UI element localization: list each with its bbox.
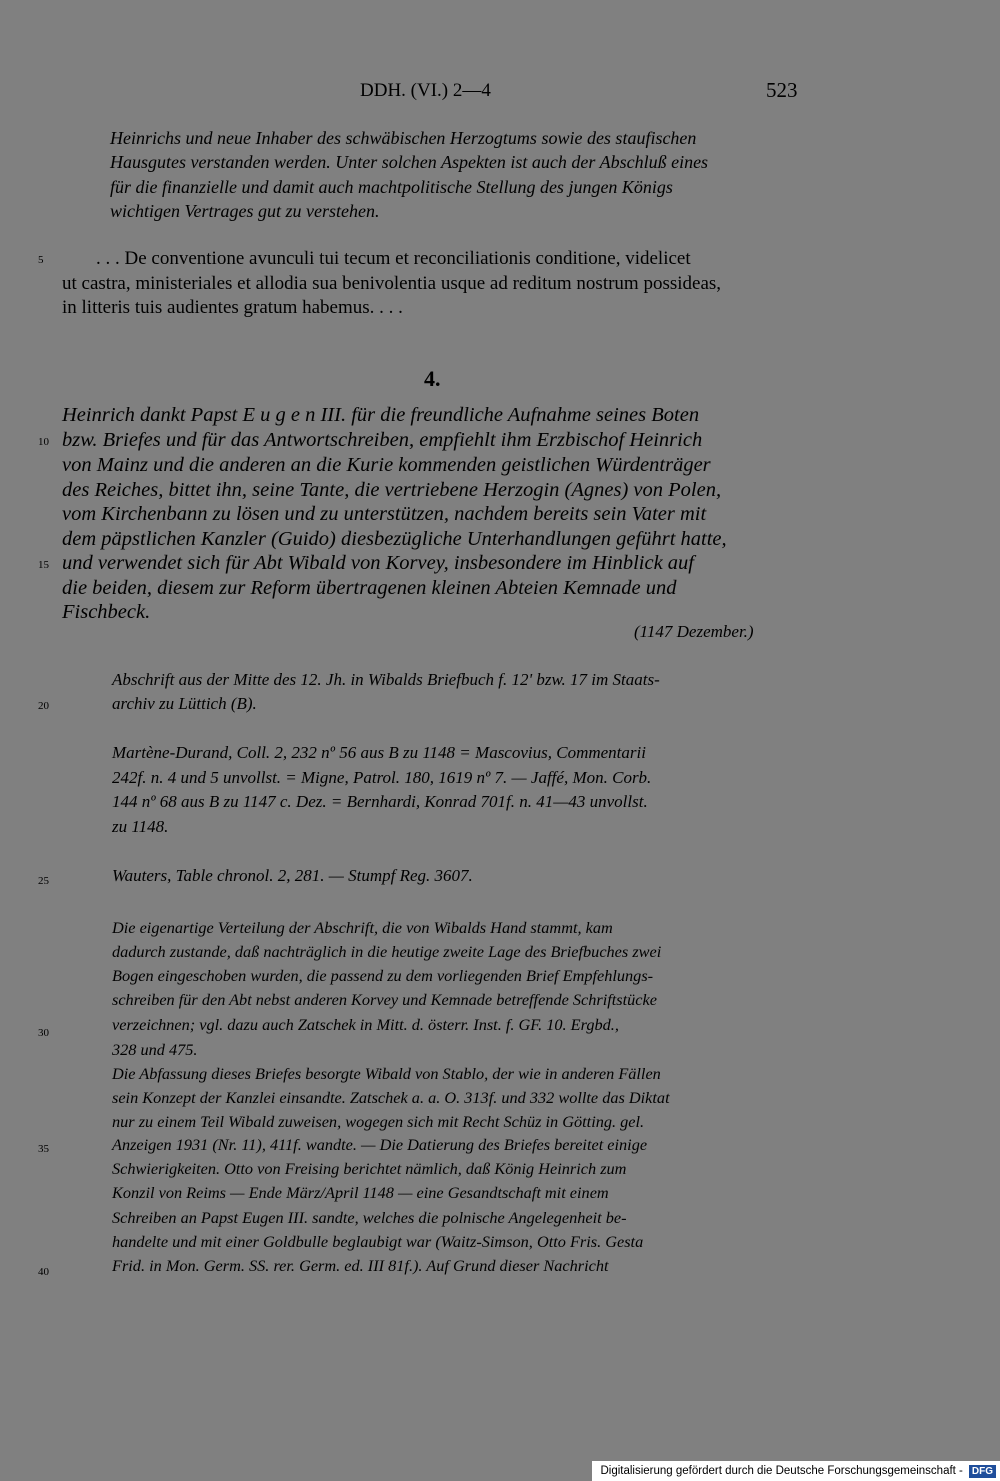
text-line: sein Konzept der Kanzlei einsandte. Zatschek a. a. O. 313f. und 332 wollte das Diktat <box>112 1088 670 1107</box>
text-line: des Reiches, bittet ihn, seine Tante, die vertriebene Herzogin (Agnes) von Polen, <box>62 479 722 501</box>
text-line: nur zu einem Teil Wibald zuweisen, wogegen sich mit Recht Schüz in Götting. gel. <box>112 1112 645 1131</box>
line-number: 10 <box>38 436 49 448</box>
text-line: Heinrich dankt Papst E u g e n III. für die freundliche Aufnahme seines Boten <box>62 404 700 426</box>
line-number: 30 <box>38 1027 49 1039</box>
text-line: 242f. n. 4 und 5 unvollst. = Migne, Patrol. 180, 1619 nº 7. — Jaffé, Mon. Corb. <box>112 768 652 787</box>
text-line: bzw. Briefes und für das Antwortschreiben, empfiehlt ihm Erzbischof Heinrich <box>62 429 703 451</box>
text-line: Heinrichs und neue Inhaber des schwäbischen Herzogtums sowie des staufischen <box>110 128 697 148</box>
text-line: Fischbeck. <box>62 601 151 623</box>
text-line: Hausgutes verstanden werden. Unter solchen Aspekten ist auch der Abschluß eines <box>110 152 709 172</box>
document-number: 4. <box>424 366 441 391</box>
line-number: 35 <box>38 1143 49 1155</box>
text-line: dem päpstlichen Kanzler (Guido) diesbezügliche Unterhandlungen geführt hatte, <box>62 528 727 550</box>
text-line: in litteris tuis audientes gratum habemus. . . . <box>62 297 403 318</box>
running-title: DDH. (VI.) 2—4 <box>360 80 491 101</box>
text-line: Abschrift aus der Mitte des 12. Jh. in Wibalds Briefbuch f. 12' bzw. 17 im Staats- <box>112 670 660 689</box>
text-line: die beiden, diesem zur Reform übertragenen kleinen Abteien Kemnade und <box>62 577 677 599</box>
line-number: 20 <box>38 700 49 712</box>
text-line: archiv zu Lüttich (B). <box>112 694 257 713</box>
text-line: Schreiben an Papst Eugen III. sandte, welches die polnische Angelegenheit be- <box>112 1208 627 1227</box>
text-line: von Mainz und die anderen an die Kurie kommenden geistlichen Würdenträger <box>62 454 711 476</box>
text-line: 328 und 475. <box>112 1040 198 1059</box>
text-line: Die Abfassung dieses Briefes besorgte Wibald von Stablo, der wie in anderen Fällen <box>112 1064 661 1083</box>
text-line: verzeichnen; vgl. dazu auch Zatschek in Mitt. d. österr. Inst. f. GF. 10. Ergbd., <box>112 1015 619 1034</box>
text-line: wichtigen Vertrages gut zu verstehen. <box>110 201 380 221</box>
line-number: 15 <box>38 559 49 571</box>
text-line: Schwierigkeiten. Otto von Freising berichtet nämlich, daß König Heinrich zum <box>112 1159 627 1178</box>
text-line: Martène-Durand, Coll. 2, 232 nº 56 aus B zu 1148 = Mascovius, Commentarii <box>112 743 646 762</box>
text-line: handelte und mit einer Goldbulle beglaubigt war (Waitz-Simson, Otto Fris. Gesta <box>112 1232 644 1251</box>
text-line: ut castra, ministeriales et allodia sua benivolentia usque ad reditum nostrum possideas, <box>62 273 722 294</box>
document-date: (1147 Dezember.) <box>634 622 754 641</box>
dfg-logo: DFG <box>969 1465 996 1478</box>
text-line: Frid. in Mon. Germ. SS. rer. Germ. ed. III 81f.). Auf Grund dieser Nachricht <box>112 1256 609 1275</box>
funding-footer <box>592 1461 1000 1481</box>
text-line: vom Kirchenbann zu lösen und zu unterstützen, nachdem bereits sein Vater mit <box>62 503 707 525</box>
line-number: 5 <box>38 254 44 266</box>
regesta-note: Wauters, Table chronol. 2, 281. — Stumpf Reg. 3607. <box>112 866 473 885</box>
text-line: Anzeigen 1931 (Nr. 11), 411f. wandte. — Die Datierung des Briefes bereitet einige <box>112 1135 648 1154</box>
text-line: für die finanzielle und damit auch machtpolitische Stellung des jungen Königs <box>110 177 673 197</box>
text-line: Die eigenartige Verteilung der Abschrift, die von Wibalds Hand stammt, kam <box>112 918 613 937</box>
text-line: schreiben für den Abt nebst anderen Korvey und Kemnade betreffende Schriftstücke <box>112 990 657 1009</box>
text-line: und verwendet sich für Abt Wibald von Korvey, insbesondere im Hinblick auf <box>62 552 694 574</box>
text-line: . . . De conventione avunculi tui tecum et reconciliationis conditione, videlicet <box>96 248 691 269</box>
text-line: Konzil von Reims — Ende März/April 1148 — eine Gesandtschaft mit einem <box>112 1183 609 1202</box>
line-number: 25 <box>38 875 49 887</box>
footer-text: Digitalisierung gefördert durch die Deutsche Forschungsgemeinschaft - <box>600 1465 963 1477</box>
text-line: 144 nº 68 aus B zu 1147 c. Dez. = Bernhardi, Konrad 701f. n. 41—43 unvollst. <box>112 792 648 811</box>
text-line: zu 1148. <box>112 817 169 836</box>
text-line: dadurch zustande, daß nachträglich in die heutige zweite Lage des Briefbuches zwei <box>112 942 662 961</box>
page-number: 523 <box>766 78 798 102</box>
text-line: Bogen eingeschoben wurden, die passend zu dem vorliegenden Brief Empfehlungs- <box>112 966 654 985</box>
line-number: 40 <box>38 1266 49 1278</box>
